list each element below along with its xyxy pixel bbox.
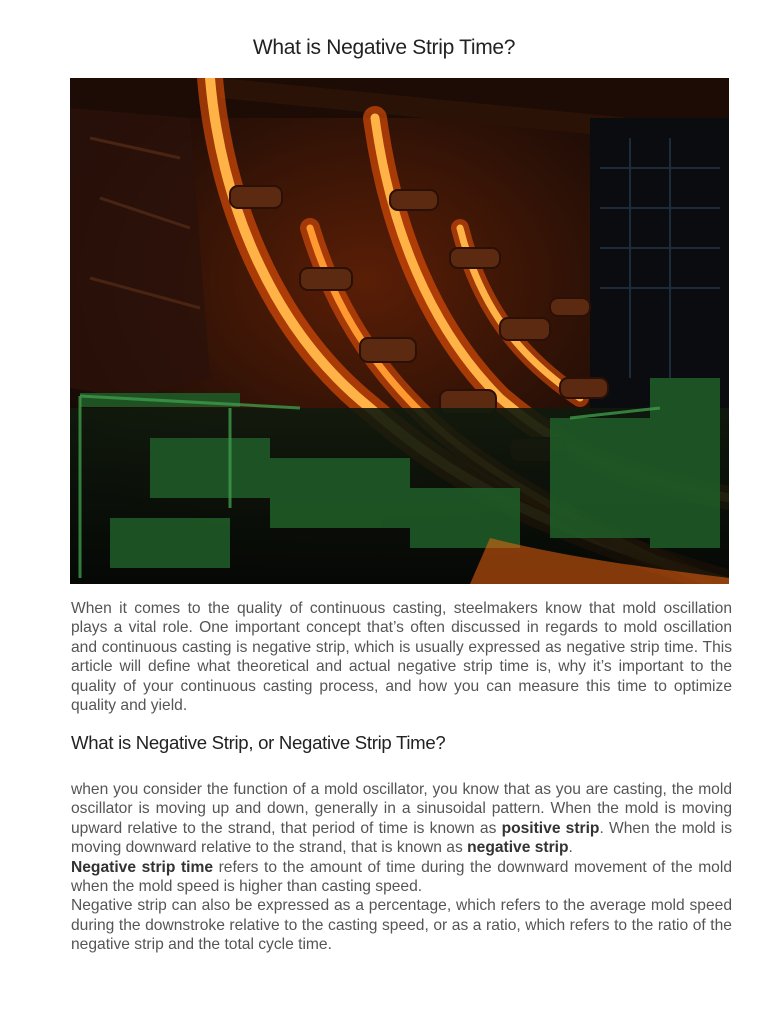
section-body xyxy=(71,780,732,955)
paragraph-strip-definition: when you consider the function of a mold oscillator, you know that as you are casting, the mold oscillator is moving up and down, generally in a sinusoidal pattern. When the mold is moving upward relative to the strand, that period of time is known as positive strip. When the mold is moving downward relative to the strand, that is known as negative strip. xyxy=(71,781,732,857)
page-title: What is Negative Strip Time? xyxy=(252,36,516,59)
hero-image xyxy=(70,78,729,584)
term-negative-strip-time: Negative strip time xyxy=(71,858,214,876)
term-positive-strip: positive strip xyxy=(501,819,600,837)
term-negative-strip: negative strip xyxy=(467,839,569,857)
intro-text: When it comes to the quality of continuous casting, steelmakers know that mold oscillation plays a vital role. One important concept that’s often discussed in regards to mold oscillation and continuous casting is negative strip, which is usually expressed as negative strip time. This article will define what theoretical and actual negative strip time is, why it’s important to the quality of your continuous casting process, and how you can measure this time to optimize quality and yield. xyxy=(71,600,732,715)
paragraph-percentage-ratio: Negative strip can also be expressed as a percentage, which refers to the average mold speed during the downstroke relative to the casting speed, or as a ratio, which refers to the ratio of the negative strip and the total cycle time. xyxy=(71,897,732,954)
intro-paragraph xyxy=(71,599,732,715)
section-heading: What is Negative Strip, or Negative Strip Time? xyxy=(71,732,446,753)
paragraph-negative-strip-time: Negative strip time refers to the amount of time during the downward movement of the mold when the mold speed is higher than casting speed. xyxy=(71,858,732,896)
